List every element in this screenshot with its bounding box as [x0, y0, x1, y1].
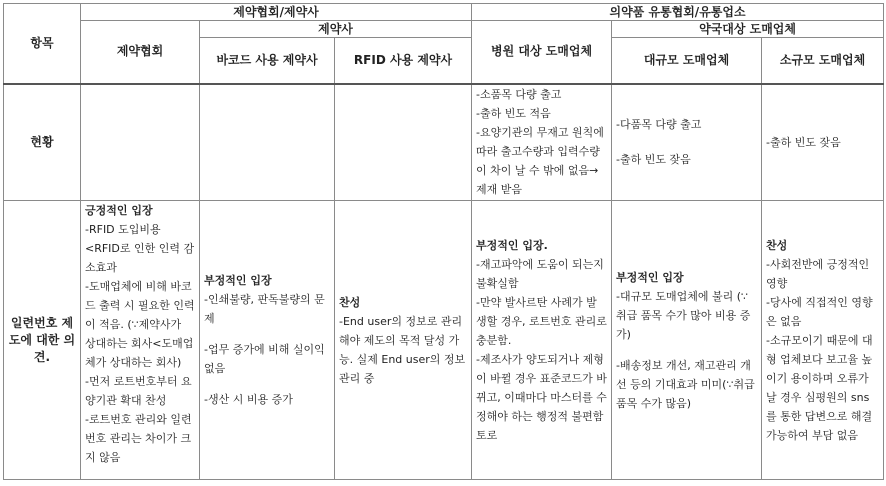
header-manufacturers: 제약사 — [200, 21, 472, 38]
opinion-barcode-cell — [200, 201, 335, 480]
row-label-opinion: 일련번호 제도에 대한 의견. — [4, 201, 81, 480]
opinion-large-cell — [612, 201, 762, 480]
opinion-barcode-line: -인쇄불량, 판독불량의 문제 — [204, 293, 325, 325]
status-rfid-cell — [335, 84, 472, 201]
opinion-small-line: -사회전반에 긍정적인 영향 — [766, 257, 870, 290]
opinion-assoc-line: -도매업체에 비해 바코드 출력 시 필요한 인력이 적음. (∵제약사가 상대하는 회사<도매업체가 상대하는 회사) — [85, 280, 195, 369]
opinion-assoc-line: -로트번호 관리와 일련번호 관리는 차이가 크지 않음 — [85, 413, 192, 464]
opinion-rfid-title: 찬성 — [339, 295, 361, 309]
status-hospital-cell — [472, 84, 612, 201]
status-barcode-cell — [200, 84, 335, 201]
header-small-wholesale: 소규모 도매업체 — [762, 38, 884, 84]
header-pharmacy-target: 약국대상 도매업체 — [612, 21, 884, 38]
header-distributors-group: 의약품 유통협회/유통업소 — [472, 4, 884, 21]
opinion-small-line: -소규모이기 때문에 대형 업체보다 보고율 높이기 용이하며 오류가 날 경우 심평원의 sns를 통한 답변으로 해결 가능하여 부담 없음 — [766, 333, 873, 442]
opinion-assoc-line: -먼저 로트번호부터 요양기관 확대 찬성 — [85, 375, 192, 407]
status-assoc-cell — [81, 84, 200, 201]
opinion-hospital-line: -만약 발사르탄 사례가 발생할 경우, 로트번호 관리로 충분함. — [476, 295, 607, 347]
header-large-wholesale: 대규모 도매업체 — [612, 38, 762, 84]
opinion-rfid-cell — [335, 201, 472, 480]
opinion-assoc-title: 긍정적인 입장 — [85, 204, 153, 217]
status-small-cell — [762, 84, 884, 201]
opinion-assoc-line: -RFID 도입비용 <RFID로 인한 인력 감소효과 — [85, 223, 195, 274]
opinion-barcode-title: 부정적인 입장 — [204, 274, 272, 287]
header-rfid: RFID 사용 제약사 — [335, 38, 472, 84]
opinion-large-title: 부정적인 입장 — [616, 270, 684, 284]
header-manufacturers-group: 제약협회/제약사 — [81, 4, 472, 21]
status-large-cell — [612, 84, 762, 201]
opinion-small-title: 찬성 — [766, 238, 788, 252]
header-hospital-wholesale: 병원 대상 도매업체 — [472, 21, 612, 84]
status-hospital-line: -소품목 다량 출고 — [476, 87, 562, 101]
status-large-line: -다품목 다량 출고 — [616, 118, 702, 132]
opinion-barcode-line: -업무 증가에 비해 실이익 없음 — [204, 343, 325, 375]
opinion-large-line: -배송정보 개선, 재고관리 개선 등의 기대효과 미미(∵취급 품목 수가 많음) — [616, 358, 755, 410]
opinion-small-line: -당사에 직접적인 영향은 없음 — [766, 295, 873, 328]
opinion-hospital-line: -재고파악에 도움이 되는지 불확실함 — [476, 257, 604, 290]
opinion-rfid-line: -End user의 정보로 관리해야 제도의 목적 달성 가능. 실제 End user의 정보 관리 중 — [339, 314, 466, 385]
opinion-hospital-cell — [472, 201, 612, 480]
header-assoc: 제약협회 — [81, 21, 200, 84]
opinion-small-cell — [762, 201, 884, 480]
opinion-hospital-title: 부정적인 입장. — [476, 238, 548, 252]
status-large-line: -출하 빈도 잦음 — [616, 153, 691, 167]
comparison-table — [3, 3, 884, 480]
status-hospital-line: -요양기관의 무재고 원칙에 따라 출고수량과 입력수량이 차이 날 수 밖에 없음→제재 받음 — [476, 125, 604, 196]
header-item: 항목 — [4, 4, 81, 84]
status-hospital-line: -출하 빈도 적음 — [476, 106, 551, 120]
opinion-assoc-cell — [81, 201, 200, 480]
opinion-large-line: -대규모 도매업체에 불리 (∵취급 품목 수가 많아 비용 증가) — [616, 289, 751, 341]
row-label-status: 현황 — [4, 84, 81, 201]
opinion-barcode-line: -생산 시 비용 증가 — [204, 393, 293, 406]
opinion-hospital-line: -제조사가 양도되거나 제형이 바뀔 경우 표준코드가 바뀌고, 이때마다 마스터를 수정해야 하는 행정적 불편함 토로 — [476, 352, 607, 442]
header-barcode: 바코드 사용 제약사 — [200, 38, 335, 84]
status-small-line: -출하 빈도 잦음 — [766, 135, 841, 149]
